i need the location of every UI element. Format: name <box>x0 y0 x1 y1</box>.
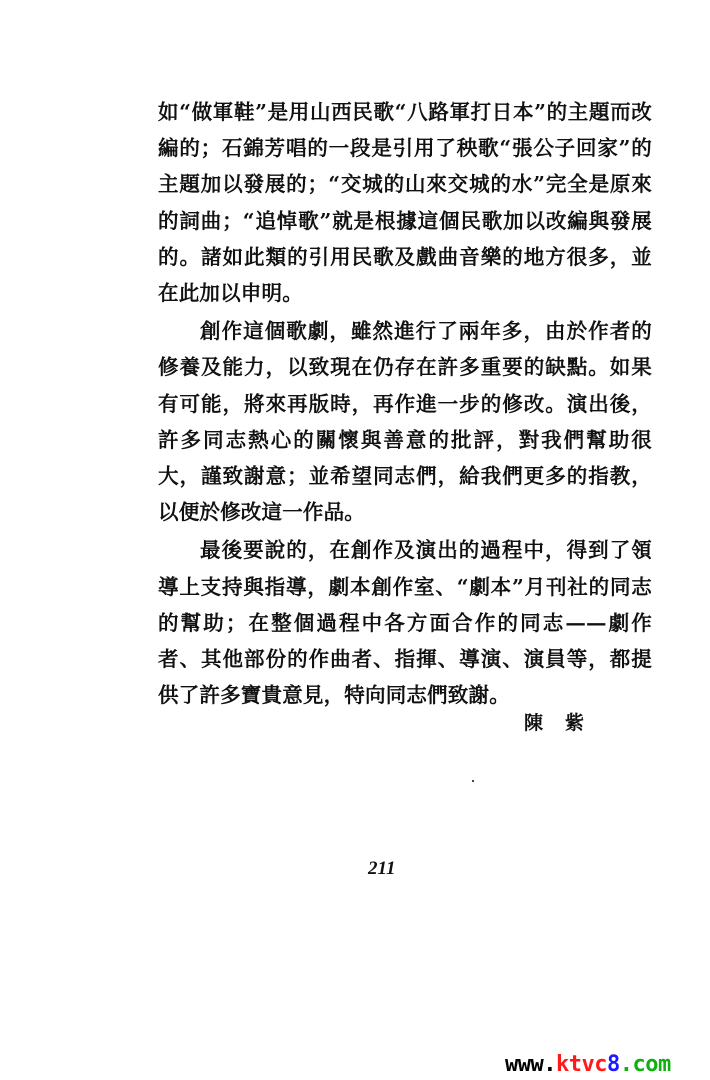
paragraph-1: 如“做軍鞋”是用山西民歌“八路軍打日本”的主題而改編的；石錦芳唱的一段是引用了秧歌“張公子回家”的主題加以發展的；“交城的山來交城的水”完全是原來的詞曲；“追悼歌”就是根據這個民歌加以改編與發展的。諸如此類的引用民歌及戲曲音樂的地方很多，並在此加以申明。 <box>158 100 652 306</box>
scan-speck <box>472 780 474 782</box>
page-body <box>158 94 652 715</box>
watermark-brand-8: 8 <box>606 1052 620 1077</box>
watermark-brand-ktv: ktv <box>555 1052 595 1077</box>
author-signature: 陳紫 <box>524 712 607 734</box>
watermark-prefix: www. <box>505 1052 556 1077</box>
watermark-suffix: .com <box>619 1052 671 1077</box>
paragraph-3: 最後要說的，在創作及演出的過程中，得到了領導上支持與指導，劇本創作室、“劇本”月刊社的同志的幫助；在整個過程中各方面合作的同志——劇作者、其他部份的作曲者、指揮、導演、演員等，都提供了許多寶貴意見，特向同志們致謝。 <box>158 538 652 708</box>
paragraph-2: 創作這個歌劇，雖然進行了兩年多，由於作者的修養及能力，以致現在仍存在許多重要的缺點。如果有可能，將來再版時，再作進一步的修改。演出後，許多同志熱心的關懷與善意的批評，對我們幫助很大，謹致謝意；並希望同志們，給我們更多的指教，以便於修改這一作品。 <box>158 319 652 525</box>
page-number: 211 <box>368 858 396 879</box>
watermark-brand-c: c <box>594 1052 607 1077</box>
site-watermark <box>505 1052 671 1077</box>
